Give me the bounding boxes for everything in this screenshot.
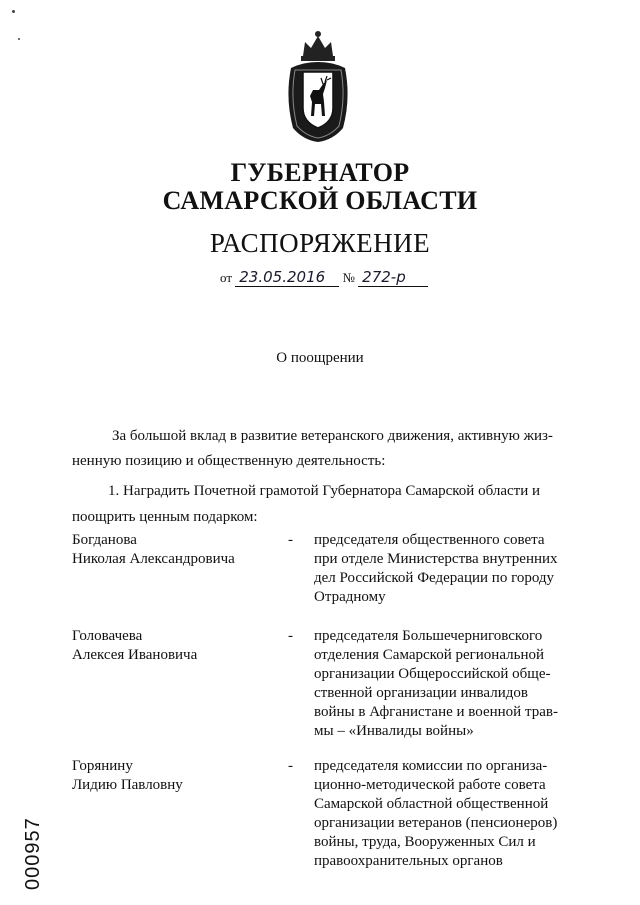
scan-speck [12, 10, 15, 13]
recipient-position: председателя комиссии по организа- ционно-методической работе совета Самарской областной общественной организации ветеранов (пенсионеров) войны, труда, Вооруженных Сил и правоохранительных органов [314, 758, 558, 869]
recipient-name: Богданова Николая Александровича [72, 532, 235, 567]
document-type: РАСПОРЯЖЕНИЕ [209, 228, 431, 258]
recipient-dash: - [288, 532, 293, 548]
recipient-name: Горянину Лидию Павловну [72, 758, 183, 793]
recipient-position: председателя Большечерниговского отделения Самарской региональной организации Общероссийской обще- ственной организации инвалидов войны в Афганистане и военной трав- мы – «Инвалиды войны» [314, 628, 558, 739]
preamble-line: За большой вклад в развитие ветеранского движения, активную жиз- [112, 428, 553, 444]
side-serial-number: 000957 [22, 817, 44, 890]
recipient-position: председателя общественного совета при отделе Министерства внутренних дел Российской Федерации по городу Отрадному [314, 532, 558, 605]
recipient-dash: - [288, 628, 293, 644]
clause-line: 1. Наградить Почетной грамотой Губернатора Самарской области и [108, 483, 540, 499]
samara-coat-of-arms-icon [283, 28, 353, 148]
number-prefix: № [342, 270, 355, 285]
handwritten-number: 272-р [358, 268, 428, 287]
handwritten-date: 23.05.2016 [235, 268, 339, 287]
date-number-line [220, 268, 428, 287]
preamble-line: ненную позицию и общественную деятельность: [72, 453, 386, 469]
scan-speck [18, 38, 20, 40]
recipient-name: Головачева Алексея Ивановича [72, 628, 198, 663]
date-prefix: от [220, 270, 233, 285]
issuer-title-line1: ГУБЕРНАТОР [230, 158, 410, 187]
issuer-title-line2: САМАРСКОЙ ОБЛАСТИ [162, 186, 478, 215]
document-subject: О поощрении [276, 350, 364, 366]
clause-line: поощрить ценным подарком: [72, 509, 258, 525]
recipient-dash: - [288, 758, 293, 774]
